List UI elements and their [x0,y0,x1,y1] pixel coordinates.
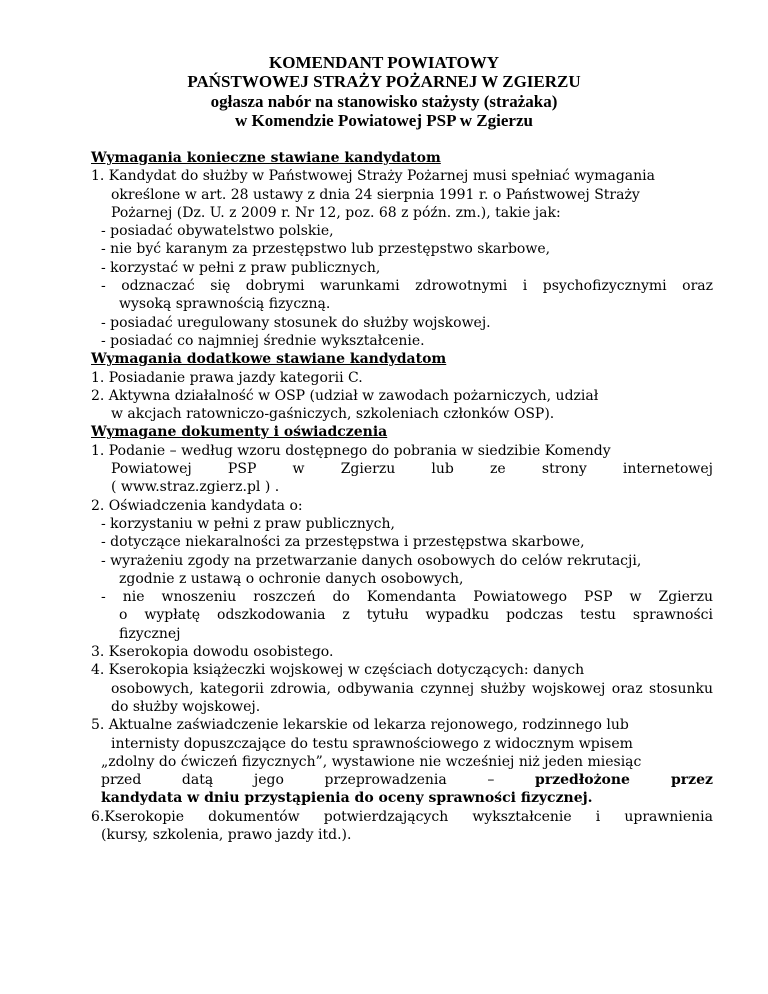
sub-item-continuation: o wypłatę odszkodowania z tytułu wypadku podczas testu sprawności [119,607,713,624]
header-title: KOMENDANT POWIATOWY [269,53,499,72]
sub-item: - dotyczące niekaralności za przestępstwa i przestępstwa skarbowe, [101,534,585,551]
bold-text: przedłożone przez [535,772,713,789]
sub-item-continuation: zgodnie z ustawą o ochronie danych osobowych, [119,570,464,587]
list-item-continuation: osobowych, kategorii zdrowia, odbywania czynnej służby wojskowej oraz stosunku [111,680,713,697]
list-item-continuation: Powiatowej PSP w Zgierzu lub ze strony internetowej [111,461,713,478]
list-item: 1. Posiadanie prawa jazdy kategorii C. [91,369,363,386]
header-announcement: ogłasza nabór na stanowisko stażysty (strażaka) [210,91,558,111]
sub-item: - nie wnoszeniu roszczeń do Komendanta Powiatowego PSP w Zgierzu [101,589,713,606]
document-body [91,149,713,844]
sub-item: - nie być karanym za przestępstwo lub przestępstwo skarbowe, [101,241,551,258]
header-location: w Komendzie Powiatowej PSP w Zgierzu [235,110,533,130]
sub-item-continuation: fizycznej [119,625,181,642]
list-item: 1. Kandydat do służby w Państwowej Straży Pożarnej musi spełniać wymagania [91,168,655,185]
section-heading-required: Wymagania konieczne stawiane kandydatom [91,150,441,166]
sub-item: - posiadać obywatelstwo polskie, [101,223,334,240]
list-item-continuation: do służby wojskowej. [111,698,261,715]
sub-item: - odznaczać się dobrymi warunkami zdrowotnymi i psychofizycznymi oraz [101,278,713,295]
list-item: 4. Kserokopia książeczki wojskowej w częściach dotyczących: danych [91,662,585,679]
list-item-continuation: określone w art. 28 ustawy z dnia 24 sierpnia 1991 r. o Państwowej Straży [111,186,640,203]
sub-item: - posiadać uregulowany stosunek do służby wojskowej. [101,314,491,331]
header-organization: PAŃSTWOWEJ STRAŻY POŻARNEJ W ZGIERZU [187,72,581,92]
list-item: 5. Aktualne zaświadczenie lekarskie od lekarza rejonowego, rodzinnego lub [91,717,629,734]
sub-item: - wyrażeniu zgody na przetwarzanie danych osobowych do celów rekrutacji, [101,552,642,569]
section-heading-documents: Wymagane dokumenty i oświadczenia [91,424,388,441]
list-item-continuation: „zdolny do ćwiczeń fizycznych”, wystawione nie wcześniej niż jeden miesiąc [101,753,642,770]
list-item-continuation [91,771,713,789]
list-item-continuation: Pożarnej (Dz. U. z 2009 r. Nr 12, poz. 68 z późn. zm.), takie jak: [111,204,561,221]
section-heading-additional: Wymagania dodatkowe stawiane kandydatom [91,351,447,368]
list-item: 2. Oświadczenia kandydata o: [91,497,303,514]
announcement-header [0,53,768,130]
website-reference: ( www.straz.zgierz.pl ) . [111,479,280,496]
list-item-continuation: w akcjach ratowniczo-gaśniczych, szkoleniach członków OSP). [111,406,555,423]
justified-text: przed datą jego przeprowadzenia – [101,772,495,789]
list-item: 3. Kserokopia dowodu osobistego. [91,644,334,661]
list-item: 6.Kserokopie dokumentów potwierdzających wykształcenie i uprawnienia [91,808,713,825]
sub-item: - korzystaniu w pełni z praw publicznych, [101,515,395,532]
list-item: 1. Podanie – według wzoru dostępnego do pobrania w siedzibie Komendy [91,442,611,459]
list-item-continuation: (kursy, szkolenia, prawo jazdy itd.). [101,826,352,843]
list-item: 2. Aktywna działalność w OSP (udział w zawodach pożarniczych, udział [91,387,599,404]
bold-continuation: kandydata w dniu przystąpienia do oceny sprawności fizycznej. [101,790,593,807]
sub-item: - korzystać w pełni z praw publicznych, [101,259,381,276]
sub-item: - posiadać co najmniej średnie wykształcenie. [101,332,425,349]
sub-item-continuation: wysoką sprawnością fizyczną. [119,296,331,313]
list-item-continuation: internisty dopuszczające do testu sprawnościowego z widocznym wpisem [111,735,633,752]
